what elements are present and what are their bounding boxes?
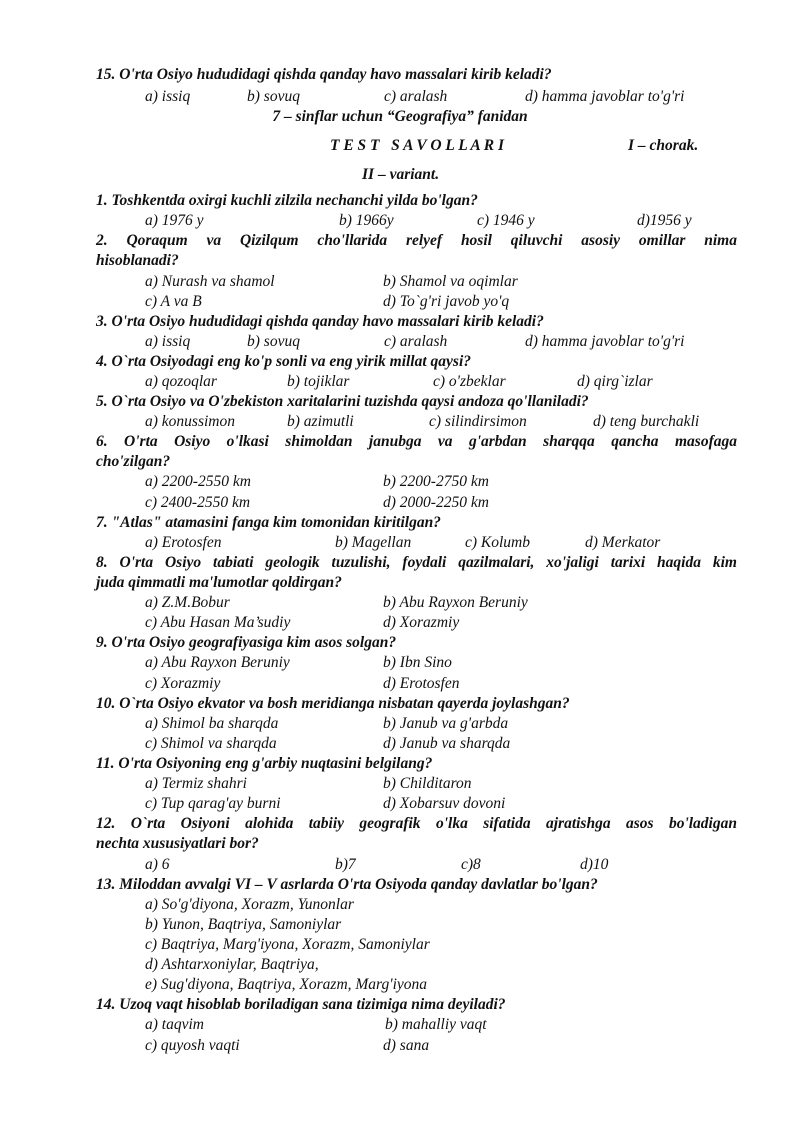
question-6-line-1: 6. O'rta Osiyo o'lkasi shimoldan janubga va g'arbdan sharqqa qancha masofaga	[96, 433, 737, 450]
question-8-line-1: 8. O'rta Osiyo tabiati geologik tuzulishi, foydali qazilmalari, xo'jaligi tarixi haqida kim	[96, 554, 737, 571]
option-a: a) konussimon	[145, 413, 235, 430]
option-c: c) aralash	[384, 88, 448, 105]
option-a: a) Termiz shahri	[145, 775, 247, 792]
option-b: b) Abu Rayxon Beruniy	[383, 594, 528, 611]
option-c: c) Kolumb	[465, 534, 531, 551]
option-a: a) Erotosfen	[145, 534, 222, 551]
option-b: b) sovuq	[247, 333, 300, 350]
option-c: c) 2400-2550 km	[145, 494, 251, 511]
option-b: b) sovuq	[247, 88, 300, 105]
option-b: b) tojiklar	[287, 373, 350, 390]
option-c: c) Baqtriya, Marg'iyona, Xorazm, Samoniylar	[145, 936, 430, 953]
question-11: 11. O'rta Osiyoning eng g'arbiy nuqtasini belgilang?	[96, 755, 433, 772]
option-a: a) 2200-2550 km	[145, 473, 251, 490]
option-b: b) 2200-2750 km	[383, 473, 489, 490]
option-b: b) Shamol va oqimlar	[383, 273, 518, 290]
option-e: e) Sug'diyona, Baqtriya, Xorazm, Marg'iyona	[145, 976, 428, 993]
question-2-line-2: hisoblanadi?	[96, 252, 179, 269]
option-c: c) aralash	[384, 333, 448, 350]
option-d: d)1956 y	[637, 212, 692, 229]
option-a: a) 6	[145, 856, 170, 873]
option-b: b) Yunon, Baqtriya, Samoniylar	[145, 916, 342, 933]
option-a: a) 1976 y	[145, 212, 204, 229]
option-c: c) 1946 y	[477, 212, 535, 229]
option-c: c) Xorazmiy	[145, 675, 221, 692]
option-b: b) Magellan	[335, 534, 412, 551]
option-a: a) Shimol ba sharqda	[145, 715, 279, 732]
question-6-line-2: cho'zilgan?	[96, 453, 171, 470]
option-d: d) sana	[383, 1037, 430, 1054]
question-8-line-2: juda qimmatli ma'lumotlar qoldirgan?	[96, 574, 342, 591]
option-d: d) hamma javoblar to'g'ri	[525, 88, 685, 105]
option-c: c) Shimol va sharqda	[145, 735, 277, 752]
option-d: d) hamma javoblar to'g'ri	[525, 333, 685, 350]
option-c: c) A va B	[145, 293, 202, 310]
option-d: d)10	[580, 856, 609, 873]
option-a: a) Z.M.Bobur	[145, 594, 230, 611]
option-a: a) qozoqlar	[145, 373, 217, 390]
option-d: d) Xobarsuv dovoni	[383, 795, 506, 812]
subtitle: 7 – sinflar uchun “Geografiya” fanidan	[272, 108, 528, 125]
option-c: c) Tup qarag'ay burni	[145, 795, 281, 812]
option-d: d) To`g'ri javob yo'q	[383, 293, 510, 310]
option-d: d) Erotosfen	[383, 675, 460, 692]
quarter-label: I – chorak.	[628, 137, 699, 154]
option-d: d) Janub va sharqda	[383, 735, 511, 752]
question-15-top: 15. O'rta Osiyo hududidagi qishda qanday havo massalari kirib keladi?	[96, 66, 552, 83]
option-c: c)8	[461, 856, 481, 873]
question-14: 14. Uzoq vaqt hisoblab boriladigan sana tizimiga nima deyiladi?	[96, 996, 506, 1013]
option-d: d) Merkator	[585, 534, 661, 551]
option-b: b) Janub va g'arbda	[383, 715, 509, 732]
option-c: c) Abu Hasan Ma’sudiy	[145, 614, 291, 631]
question-10: 10. O`rta Osiyo ekvator va bosh meridianga nisbatan qayerda joylashgan?	[96, 695, 570, 712]
option-d: d) teng burchakli	[593, 413, 700, 430]
option-c: c) silindirsimon	[429, 413, 527, 430]
question-5: 5. O`rta Osiyo va O'zbekiston xaritalarini tuzishda qaysi andoza qo'llaniladi?	[96, 393, 589, 410]
option-a: a) Nurash va shamol	[145, 273, 275, 290]
question-2-line-1: 2. Qoraqum va Qizilqum cho'llarida relyef hosil qiluvchi asosiy omillar nima	[96, 232, 737, 249]
question-9: 9. O'rta Osiyo geografiyasiga kim asos solgan?	[96, 634, 397, 651]
option-c: c) o'zbeklar	[433, 373, 506, 390]
option-b: b)7	[335, 856, 356, 873]
question-13: 13. Miloddan avvalgi VI – V asrlarda O'rta Osiyoda qanday davlatlar bo'lgan?	[96, 876, 598, 893]
question-12-line-1: 12. O`rta Osiyoni alohida tabiiy geografik o'lka sifatida ajratishga asos bo'ladigan	[96, 815, 737, 832]
option-a: a) issiq	[145, 333, 191, 350]
question-4: 4. O`rta Osiyodagi eng ko'p sonli va eng yirik millat qaysi?	[96, 353, 472, 370]
option-d: d) Ashtarxoniylar, Baqtriya,	[145, 956, 319, 973]
variant-label: II – variant.	[362, 166, 440, 183]
option-d: d) qirg`izlar	[577, 373, 653, 390]
option-d: d) Xorazmiy	[383, 614, 460, 631]
option-a: a) Abu Rayxon Beruniy	[145, 654, 290, 671]
option-b: b) azimutli	[287, 413, 354, 430]
option-b: b) Childitaron	[383, 775, 472, 792]
test-title: T E S T S A V O L L A R I	[330, 137, 504, 154]
question-12-line-2: nechta xususiyatlari bor?	[96, 835, 259, 852]
question-7: 7. "Atlas" atamasini fanga kim tomonidan kiritilgan?	[96, 514, 441, 531]
option-a: a) taqvim	[145, 1016, 204, 1033]
option-a: a) So'g'diyona, Xorazm, Yunonlar	[145, 896, 354, 913]
option-b: b) mahalliy vaqt	[385, 1016, 487, 1033]
option-d: d) 2000-2250 km	[383, 494, 489, 511]
option-b: b) Ibn Sino	[383, 654, 452, 671]
option-b: b) 1966y	[339, 212, 394, 229]
question-1: 1. Toshkentda oxirgi kuchli zilzila nechanchi yilda bo'lgan?	[96, 192, 478, 209]
option-a: a) issiq	[145, 88, 191, 105]
option-c: c) quyosh vaqti	[145, 1037, 240, 1054]
question-3: 3. O'rta Osiyo hududidagi qishda qanday havo massalari kirib keladi?	[96, 313, 544, 330]
